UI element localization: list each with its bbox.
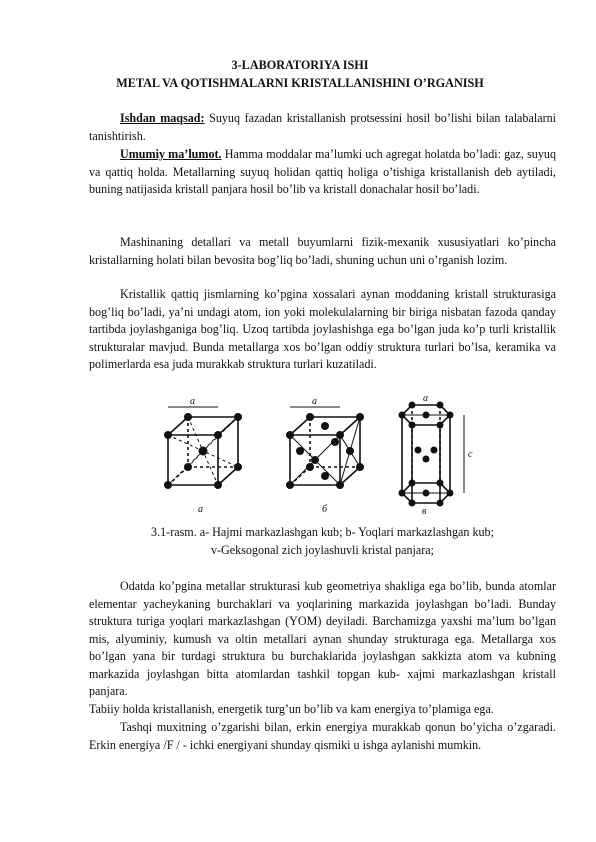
figure-label-b-top: a: [312, 396, 317, 407]
general-paragraph: [89, 146, 556, 199]
figure-label-c-bottom: в: [422, 506, 427, 515]
paragraph-5: Odatda ko’pgina metallar strukturasi kub geometriya shakliga ega bo’lib, bunda atomlar elementar yacheykaning burchaklari va yoqlarining markazida joylashgan bo’ladi. Bunday struktura turiga yoqlari markazlashgan (YOM) deyiladi. Barchamizga yaxshi ma’lum bo’lgan mis, alyuminiy, kumush va oltin metallari aynan shunday strukturaga ega. Metallarga xos bo’lgan yana bir turdagi struktura bu burchaklarida joylashgan sakkizta atom va kubning markazida joylashgan bitta atomlardan tashkil topgan kub- xajmi markazlashgan kristall panjara.: [89, 579, 556, 698]
lab-subtitle: METAL VA QOTISHMALARNI KRISTALLANISHINI O’RGANISH: [116, 76, 484, 90]
paragraph-3: Mashinaning detallari va metall buyumlarni fizik-mexanik xususiyatlari ko’pincha kristallarning holati bilan bevosita bog’liq bo’ladi, shuning uchun uni o’rganish lozim.: [89, 235, 556, 267]
hcp-prism-diagram: [402, 405, 464, 503]
figure-label-a-bottom: a: [198, 504, 203, 515]
figure-label-a-top: a: [190, 396, 195, 407]
figure-label-b-bottom: б: [322, 504, 328, 515]
paragraph-6: Tabiiy holda kristallanish, energetik turg’un bo’lib va kam energiya to’plamiga ega.: [89, 702, 494, 716]
goal-label: Ishdan maqsad:: [120, 111, 205, 125]
paragraph-7: Tashqi muxitning o’zgarishi bilan, erkin energiya murakkab qonun bo’yicha o’zgaradi. Erkin energiya /F / - ichki energiyani shunday qismiki u ishga aylanishi mumkin.: [89, 720, 556, 752]
lab-title: 3-LABORATORIYA ISHI: [231, 58, 369, 72]
goal-paragraph: [89, 110, 556, 145]
crystal-lattice-figure: [150, 395, 480, 515]
goal-text: Suyuq fazadan kristallanish protsessini hosil bo’lishi bilan talabalarni tanishtirish.: [89, 111, 557, 143]
figure-caption-line2: v-Geksogonal zich joylashuvli kristal panjara;: [210, 543, 434, 557]
bcc-cube-diagram: [168, 407, 238, 485]
figure-caption-line1: 3.1-rasm. a- Hajmi markazlashgan kub; b- Yoqlari markazlashgan kub;: [151, 525, 494, 539]
general-text: Hamma moddalar ma’lumki uch agregat holatda bo’ladi: gaz, suyuq va qattiq holda. Metallarning suyuq holidan qattiq holiga o’tishiga kristallanish deb aytiladi, buning natijasida kristall panjara hosil bo’lib va kristall donachalar hosil bo’ladi.: [89, 147, 556, 196]
figure-label-c-top: a: [423, 395, 428, 404]
general-label: Umumiy ma’lumot.: [120, 147, 222, 161]
figure-label-c-side: c: [468, 449, 473, 460]
paragraph-4: Kristallik qattiq jismlarning ko’pgina xossalari aynan moddaning kristall strukturasiga bog’liq bo’ladi, ya’ni undagi atom, ion yoki molekulalarning bir biriga nisbatan fazoda qanday tartibda joylashganiga bog’liq. Uzoq tartibda joylashishga ega bo’lgan juda ko’p turli kristallik strukturalar mavjud. Bunda metallarga xos bo’lgan oddiy struktura turlari bo’lsa, keramika va polimerlarda esa juda murakkab struktura turlari kuzatiladi.: [89, 287, 556, 371]
